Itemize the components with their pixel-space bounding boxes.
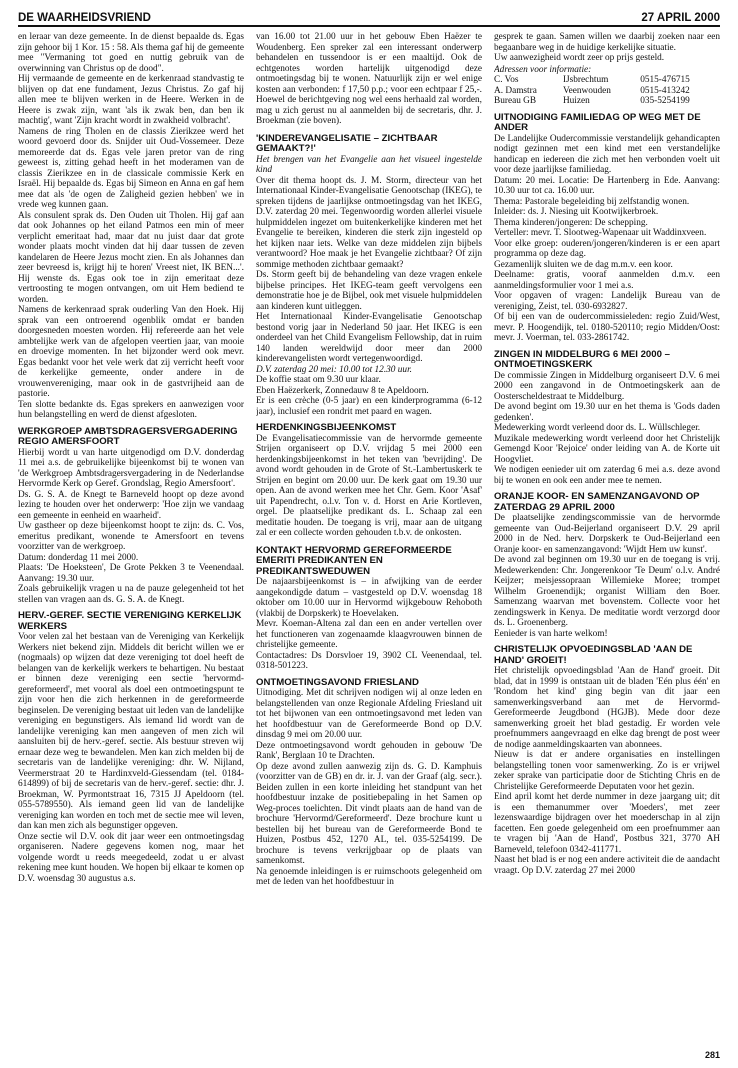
- paragraph: Voor velen zal het bestaan van de Vereniging van Kerkelijk Werkers niet bekend zijn. Middels dit bericht willen we er (nogmaals) op wijzen dat deze vereniging tot doel heeft de belangen van de kerkelijk werkers te behartigen. Nu bestaat er binnen deze vereniging een sectie 'hervormd-gereformeerd', met vooral als doel een ontmoetingspunt te zijn voor hen die zich herkennen in de gereformeerde beginselen. De vereniging bestaat uit leden van de landelijke vereniging en begunstigers. Als iemand lid wordt van de landelijke vereniging kan men aangeven of men zich wil aansluiten bij de herv.-geref. sectie. Als bestuur streven wij ernaar deze weg te bewandelen. Men kan zich melden bij de secretaris van de landelijke vereniging: dhr. W. Nijland, Veermerstraat 20 te Hardinxveld-Giessendam (tel. 0184-614899) of bij de secretaris van de herv.-geref. sectie: dhr. J. Broekman, W. Pyrmontstraat 16, 7315 JJ Apeldoorn (tel. 055-5789550). Als iemand geen lid van de landelijke vereniging kan worden en toch met de sectie mee wil leven, dan kan men zich als begunstiger opgeven.: [18, 632, 244, 831]
- heading-oranje-koor: ORANJE KOOR- EN SAMENZANGAVOND OP ZATERDAG 29 APRIL 2000: [494, 491, 700, 513]
- address-name: A. Damstra: [494, 85, 537, 96]
- paragraph: Thema kinderen/jongeren: De schepping.: [494, 217, 648, 228]
- paragraph: Datum: donderdag 11 mei 2000.: [18, 552, 139, 563]
- heading-ontmoetingsavond-friesland: ONTMOETINGSAVOND FRIESLAND: [256, 676, 419, 688]
- address-name: C. Vos: [494, 75, 519, 85]
- paragraph: Voor opgaven of vragen: Landelijk Bureau van de vereniging, Zeist, tel. 030-6932827.: [494, 291, 720, 312]
- paragraph: Ds. G. S. A. de Knegt te Barneveld hoopt op deze avond lezing te houden over het onderwerp: 'Hoe zijn we vandaag een gemeente in eenheid en waarheid'.: [18, 489, 244, 521]
- column-3: [494, 32, 720, 1044]
- article-oranje-koor: [494, 513, 720, 639]
- paragraph: Eben Haëzerkerk, Zonnedauw 8 te Apeldoorn.: [256, 385, 429, 396]
- address-phone: 035-5254199: [640, 96, 690, 106]
- column-2: [256, 32, 482, 1044]
- lede-kinderevangelisatie: Het brengen van het Evangelie aan het visueel ingestelde kind: [256, 154, 482, 175]
- article-zingen-middelburg: [494, 371, 720, 487]
- paragraph: Datum: 20 mei. Locatie: De Hartenberg in Ede. Aanvang: 10.30 uur tot ca. 16.00 uur.: [494, 175, 720, 196]
- paragraph: Plaats: 'De Hoeksteen', De Grote Pekken 3 te Veenendaal. Aanvang: 19.30 uur.: [18, 563, 244, 584]
- paragraph: Uitnodiging. Met dit schrijven nodigen wij al onze leden en belangstellenden van onze Regionale Afdeling Friesland uit tot het bijwonen van een ontmoetingsavond met leden van het hoofdbestuur van de Gereformeerde Bond op D.V. dinsdag 9 mei om 20.00 uur.: [256, 688, 482, 740]
- address-name: Bureau GB: [494, 96, 537, 106]
- paragraph: Voor elke groep: ouderen/jongeren/kinderen is er een apart programma op deze dag.: [494, 238, 720, 259]
- address-place: Veenwouden: [562, 85, 611, 96]
- paragraph: Onze sectie wil D.V. ook dit jaar weer een ontmoetingsdag organiseren. Nadere gegevens komen nog, maar het volgende wordt u reeds meegedeeld, zodat u er alvast rekening mee kunt houden. We hopen bij elkaar te komen op D.V. woensdag 30 augustus a.s.: [18, 831, 244, 884]
- paragraph: Namens de kerkenraad sprak ouderling Van den Hoek. Hij sprak van een ontroerend ogenblik omdat er banden doorgesneden moesten worden. Hij refereerde aan het vele ambtelijke werk van de afgelopen veertien jaar, van mooie en droevige momenten. In het bijzonder werd ook mevr. Egas bedankt voor het vele werk dat zij verricht heeft voor de kerkelijke gemeente, onder andere in de vrouwenvereniging, maar ook in de gastvrijheid aan de pastorie.: [18, 305, 244, 399]
- paragraph: Over dit thema hoopt ds. J. M. Storm, directeur van het Internationaal Kinder-Evangelisatie Genootschap (IKEG), te spreken tijdens de jaarlijkse ontmoetingsdag van het IKEG, D.V. zaterdag 20 mei. Tegenwoordig worden allerlei visuele hulpmiddelen ingezet om buitenkerkelijke kinderen met het Evangelie te bereiken, kinderen die sterk zijn ingesteld op het kijken naar iets. Welke van deze middelen zijn bijbels verantwoord? Hoe maak je het Evangelie zichtbaar? Of zijn sommige methoden zichtbaar gemaakt?: [256, 175, 482, 270]
- paragraph: Deze ontmoetingsavond wordt gehouden in gebouw 'De Rank', Berglaan 10 te Drachten.: [256, 740, 482, 761]
- paragraph: Hij vermaande de gemeente en de kerkenraad standvastig te blijven op dat ene fundament, Jezus Christus. Zo gaf hij allen mee te blijven werken in de Heere. Werken in de Heere is zwak zijn, want 'als ik zwak ben, dan ben ik machtig', want 'Zijn kracht wordt in zwakheid volbracht'.: [18, 74, 244, 126]
- paragraph: Er is een crèche (0-5 jaar) en een kinderprogramma (6-12 jaar), inclusief een rondrit met paard en wagen.: [256, 396, 482, 417]
- paragraph: Het Internationaal Kinder-Evangelisatie Genootschap bestond vorig jaar in Nederland 50 jaar. Het IKEG is een onderdeel van het Child Evangelism Fellowship, dat in ruim 140 landen wereldwijd door meer dan 2000 kinderevangelisten wordt vertegenwoordigd.: [256, 312, 482, 364]
- paragraph: De Evangelisatiecommissie van de hervormde gemeente Strijen organiseert op D.V. vrijdag 5 mei 2000 een herdenkingsbijeenkomst in het teken van 'bevrijding'. De avond wordt gehouden in de Grote of St.-Lambertuskerk te Strijen en begint om 20.00 uur. De kerk gaat om 19.30 uur open. Aan de avond werken mee het Chr. Gem. Koor 'Asaf' uit Papendrecht, o.l.v. Ton v. d. Horst en Arie Kortleven, orgel. De plaatselijke predikant ds. L. Schaap zal een meditatie houden. De toegang is vrij, maar aan de uitgang zal er een collecte worden gehouden t.b.v. de onkosten.: [256, 433, 482, 538]
- paragraph: Nieuw is dat er andere organisaties en instellingen belangstelling tonen voor samenwerking. Zo is er vrijwel zeker sprake van participatie door de Stichting Chris en de Christelijke Gereformeerde Deputaten voor het gezin.: [494, 750, 720, 792]
- masthead: [18, 8, 720, 27]
- article-friesland: [256, 688, 482, 888]
- paragraph: gesprek te gaan. Samen willen we daarbij zoeken naar een begaanbare weg in de huidige kerkelijke situatie.: [494, 32, 720, 53]
- table-row: [494, 96, 720, 107]
- paragraph: De Landelijke Oudercommissie verstandelijk gehandicapten nodigt gezinnen met een kind met een verstandelijke handicap en iedereen die zich met hen verbonden voelt uit voor deze jaarlijkse familiedag.: [494, 133, 720, 175]
- address-place: Huizen: [562, 96, 590, 106]
- address-phone: 0515-476715: [640, 75, 690, 85]
- heading-zingen-middelburg: ZINGEN IN MIDDELBURG 6 MEI 2000 – ONTMOETINGSKERK: [494, 348, 670, 370]
- paragraph: Ten slotte bedankte ds. Egas sprekers en aanwezigen voor hun belangstelling en werd de dienst afgesloten.: [18, 399, 244, 420]
- article-emeriti: [256, 577, 482, 672]
- paragraph: Contactadres: Ds Dorsvloer 19, 3902 CL Veenendaal, tel. 0318-501223.: [256, 650, 482, 671]
- paragraph: Eind april komt het derde nummer in deze jaargang uit; dit is een themanummer over 'Moeders', met zeer lezenswaardige bijdragen over het moederschap in al zijn facetten. Een goede gelegenheid om een proefnummer aan te vragen bij 'Aan de Hand', Postbus 321, 3770 AH Barneveld, telefoon 0342-411771.: [494, 792, 720, 855]
- paragraph: Eenieder is van harte welkom!: [494, 628, 608, 639]
- paragraph: Namens de ring Tholen en de classis Zierikzee werd het woord gevoerd door ds. Snijder uit Oud-Vossemeer. Deze memoreerde dat ds. Egas vele jaren pretor van de ring geweest is, zitting gehad heeft in het moderamen van de classis Zierikzee en in de classicale commissie Kerk en Israël. Hij bepaalde ds. Egas bij Simeon en Anna en gaf hem mee dat als 'de ogen de Zaligheid gezien hebben' we in vrede weg kunnen gaan.: [18, 126, 244, 210]
- paragraph: Thema: Pastorale begeleiding bij zelfstandig wonen.: [494, 196, 690, 207]
- table-row: [494, 86, 720, 97]
- heading-kinderevangelisatie: 'KINDEREVANGELISATIE – ZICHTBAAR GEMAAKT?!': [256, 132, 438, 154]
- paragraph: en leraar van deze gemeente. In de dienst bepaalde ds. Egas zijn gehoor bij 1 Kor. 15 : 58. Als thema gaf hij de gemeente mee "Vermaning tot goed en nuttig gebruik van de overwinning van Christus op de dood".: [18, 32, 244, 74]
- paragraph: Zoals gebruikelijk vragen u na de pauze gelegenheid tot het stellen van vragen aan ds. G. S. A. de Knegt.: [18, 584, 244, 605]
- paragraph: Gezamenlijk sluiten we de dag m.m.v. een koor.: [494, 259, 673, 270]
- address-table: [494, 65, 720, 107]
- paragraph: Als consulent sprak ds. Den Ouden uit Tholen. Hij gaf aan dat ook Johannes op het eiland Patmos een min of meer verplicht emeritaat had, maar dat nu juist daar dat grote wonder plaats mocht vinden dat hij daar tussen de zeven kandelaren de Heere Jezus mocht zien. En als Johannes dan zeer bevreesd is, krijgt hij te horen' Vreest niet, IK BEN...'. Hij wenste ds. Egas ook toe in zijn emeritaat deze vertroosting te mogen ontvangen, om uit Hem bediend te worden.: [18, 210, 244, 305]
- paragraph: Uw gastheer op deze bijeenkomst hoopt te zijn: ds. C. Vos, emeritus predikant, wonende te Amersfoort en tevens voorzitter van de werkgroep.: [18, 521, 244, 552]
- paragraph: Uw aanwezigheid wordt zeer op prijs gesteld.: [494, 53, 665, 63]
- heading-werkgroep-ambtsdragers: WERKGROEP AMBTSDRAGERSVERGADERING REGIO AMERSFOORT: [18, 425, 238, 447]
- paragraph: De avond begint om 19.30 uur en het thema is 'Gods daden gedenken'.: [494, 402, 720, 423]
- page-number: 281: [704, 1050, 720, 1060]
- paragraph: De plaatselijke zendingscommissie van de hervormde gemeente van Oud-Beijerland organiseert D.V. 29 april 2000 in de Ned. herv. Dorpskerk te Oud-Beijerland een Oranje koor- en samenzangavond: 'Wijdt Hem uw kunst'.: [494, 513, 720, 555]
- paragraph: D.V. zaterdag 20 mei: 10.00 tot 12.30 uur.: [256, 364, 412, 375]
- article-kinderevangelisatie: [256, 176, 482, 418]
- heading-familiedag: UITNODIGING FAMILIEDAG OP WEG MET DE ANDER: [494, 111, 701, 133]
- paragraph: Naast het blad is er nog een andere activiteit die de aandacht vraagt. Op D.V. zaterdag 27 mei 2000: [494, 855, 720, 876]
- article-werkgroep-ambtsdragers: [18, 448, 244, 606]
- paragraph: Of bij een van de oudercommissieleden: regio Zuid/West, mevr. P. Hoogendijk, tel. 0180-520110; regio Midden/Oost: mevr. J. Voerman, tel. 033-2861742.: [494, 312, 720, 343]
- paragraph: Verteller: mevr. T. Slootweg-Wapenaar uit Waddinxveen.: [494, 228, 707, 238]
- paragraph: Na genoemde inleidingen is er ruimschoots gelegenheid om met de leden van het hoofdbestuur in: [256, 866, 482, 887]
- heading-herdenkingsbijeenkomst: HERDENKINGSBIJEENKOMST: [256, 422, 397, 433]
- article-familiedag: [494, 134, 720, 344]
- paragraph: Medewerking wordt verleend door ds. L. Wüllschleger.: [494, 423, 701, 433]
- paragraph: Muzikale medewerking wordt verleend door het Christelijk Gemengd Koor 'Rejoice' onder leiding van A. de Korte uit Hoogvliet.: [494, 433, 720, 465]
- paragraph: Inleider: ds. J. Niesing uit Kootwijkerbroek.: [494, 207, 659, 217]
- paragraph: Mevr. Koeman-Altena zal dan een en ander vertellen over het functioneren van zogenaamde klaagvrouwen binnen de christelijke gemeente.: [256, 619, 482, 650]
- article-aan-de-hand: [494, 666, 720, 876]
- paragraph: De commissie Zingen in Middelburg organiseert D.V. 6 mei 2000 een zangavond in de Ontmoetingskerk aan de Oosterscheldestraat te Middelburg.: [494, 370, 720, 402]
- column-1: [18, 32, 244, 1044]
- paragraph: Op deze avond zullen aanwezig zijn ds. G. D. Kamphuis (voorzitter van de GB) en dr. ir. J. van der Graaf (alg. secr.). Beiden zullen in een korte inleiding het standpunt van het hoofdbestuur inzake de positiebepaling in het Samen op Weg-proces toelichten. Dit vindt plaats aan de hand van de brochure 'Hervormd/Gereformeerd'. Deze brochure kunt u bestellen bij het bureau van de Gereformeerde Bond te Huizen, Postbus 452, 1270 AL, tel. 035-5254199. De brochure is tevens verkrijgbaar op de plaats van samenkomst.: [256, 761, 482, 866]
- article-egas-farewell: [18, 32, 244, 421]
- paragraph: De koffie staat om 9.30 uur klaar.: [256, 375, 381, 385]
- paragraph: De najaarsbijeenkomst is – in afwijking van de eerder aangekondigde datum – vastgesteld op D.V. woensdag 18 oktober om 10.00 uur in Hervormd wijkgebouw Rehoboth (vlakbij de Dorpskerk) te Hoevelaken.: [256, 577, 482, 619]
- heading-kerkelijk-werkers: HERV.-GEREF. SECTIE VERENIGING KERKELIJK WERKERS: [18, 610, 242, 632]
- paragraph: Hierbij wordt u van harte uitgenodigd om D.V. donderdag 11 mei a.s. de gebruikelijke bijeenkomst bij te wonen van 'de Werkgroep Ambtsdragersvergadering in de Nederlandse Hervormde Kerk op Geref. Grondslag, Regio Amersfoort'.: [18, 447, 244, 489]
- paragraph: De avond zal beginnen om 19.30 uur en de toegang is vrij. Medewerkenden: Chr. Jongerenkoor 'Te Deum' o.l.v. André Keijzer; meisjessopraan Willemieke Moree; trompet Wilhelm Groenendijk; organist William den Boer. Samenzang waarvan met bovenstem. Collecte voor het zendingswerk in Kenya. De meditatie wordt verzorgd door ds. L. Groenenberg.: [494, 555, 720, 628]
- paragraph: Het christelijk opvoedingsblad 'Aan de Hand' groeit. Dit blad, dat in 1999 is ontstaan uit de bladen 'Eén plus één' en 'Rondom het kind' ging begin van dit jaar een samenwerkingsverband aan met de Hervormd-Gereformeerde Jeugdbond (HGJB). Mede door deze samenwerking groeit het blad gestadig. Er worden vele proefnummers aangevraagd en elke dag brengt de post weer de nodige aanmeldingskaarten van abonnees.: [494, 666, 720, 750]
- heading-aan-de-hand: CHRISTELIJK OPVOEDINGSBLAD 'AAN DE HAND' GROEIT!: [494, 644, 693, 666]
- paragraph: Deelname: gratis, vooraf aanmelden d.m.v. een aanmeldingsformulier voor 1 mei a.s.: [494, 270, 720, 291]
- paragraph: Ds. Storm geeft bij de behandeling van deze vragen enkele bijbelse principes. Het IKEG-team geeft vervolgens een demonstratie hoe je de Bijbel, ook met visuele hulpmiddelen aan kinderen kunt uitleggen.: [256, 270, 482, 312]
- issue-date: 27 APRIL 2000: [641, 12, 720, 24]
- paper-name: DE WAARHEIDSVRIEND: [18, 12, 151, 24]
- heading-emeriti: KONTAKT HERVORMD GEREFORMEERDE EMERITI PREDIKANTEN EN PREDIKANTSWEDUWEN: [256, 544, 452, 577]
- paragraph: We nodigen eenieder uit om zaterdag 6 mei a.s. deze avond bij te wonen en ook een ander mee te nemen.: [494, 465, 720, 486]
- paragraph: van 16.00 tot 21.00 uur in het gebouw Eben Haëzer te Woudenberg. Een spreker zal een interessant onderwerp behandelen en tussendoor is er een maaltijd. Ook de echtgenotes worden hartelijk uitgenodigd deze ontmoetingsdag bij te wonen. Natuurlijk zijn er wel enige kosten aan verbonden: f 17,50 p.p.; voor een echtpaar f 25,-. Hoewel de berichtgeving nog wel eens herhaald zal worden, mag u zich gerust nu al aanmelden bij de secretaris, dhr. J. Broekman (zie boven).: [256, 32, 482, 126]
- table-row: [494, 75, 720, 86]
- address-table-title: Adressen voor informatie:: [494, 64, 592, 75]
- address-phone: 0515-413242: [640, 85, 690, 96]
- article-kerkelijk-werkers: [18, 632, 244, 884]
- address-place: IJsbrechtum: [562, 75, 609, 85]
